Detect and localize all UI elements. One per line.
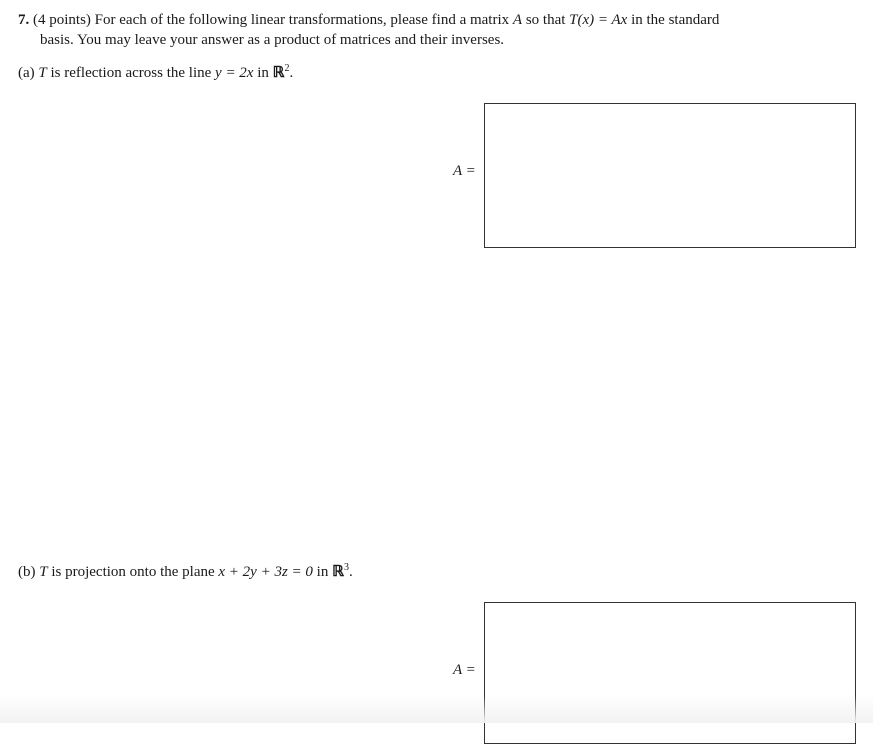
part-a-T: T	[38, 65, 47, 81]
part-b-end: .	[348, 564, 353, 580]
matrix-symbol: A	[512, 12, 523, 28]
problem-statement	[18, 10, 863, 50]
part-b-answer-label-text: A =	[453, 662, 476, 678]
problem-number: 7.	[18, 12, 30, 28]
transformation-equation: T(x) = Ax	[569, 12, 628, 28]
part-a-text-2: in	[257, 65, 269, 81]
part-b-text-2: in	[316, 564, 329, 580]
part-b-answer-label	[453, 662, 476, 679]
part-b-statement	[18, 562, 353, 581]
bottom-fade	[0, 695, 873, 723]
part-a-end: .	[289, 65, 294, 81]
part-b-space: ℝ	[332, 564, 344, 580]
part-a-space: ℝ	[272, 65, 285, 81]
part-a-statement	[18, 63, 293, 82]
part-a-answer-box[interactable]	[484, 103, 856, 248]
problem-intro-line2: basis. You may leave your answer as a product of matrices and their inverses.	[40, 32, 505, 48]
part-b-label: (b)	[18, 564, 36, 580]
part-b-T: T	[39, 564, 48, 580]
problem-intro-2: so that	[525, 12, 566, 28]
part-a-label: (a)	[18, 65, 35, 81]
part-a-answer-label	[453, 163, 476, 180]
problem-intro-3: in the standard	[631, 12, 720, 28]
part-a-math: y = 2x	[215, 65, 254, 81]
problem-intro-1: For each of the following linear transformations, please find a matrix	[94, 12, 510, 28]
part-a-exponent: 2	[284, 63, 290, 74]
problem-points: (4 points)	[33, 12, 91, 28]
part-a-text-1: is reflection across the line	[50, 65, 212, 81]
part-b-text-1: is projection onto the plane	[51, 564, 215, 580]
part-b-math: x + 2y + 3z = 0	[218, 564, 313, 580]
part-b-exponent: 3	[343, 562, 349, 573]
part-a-answer-label-text: A =	[453, 163, 476, 179]
